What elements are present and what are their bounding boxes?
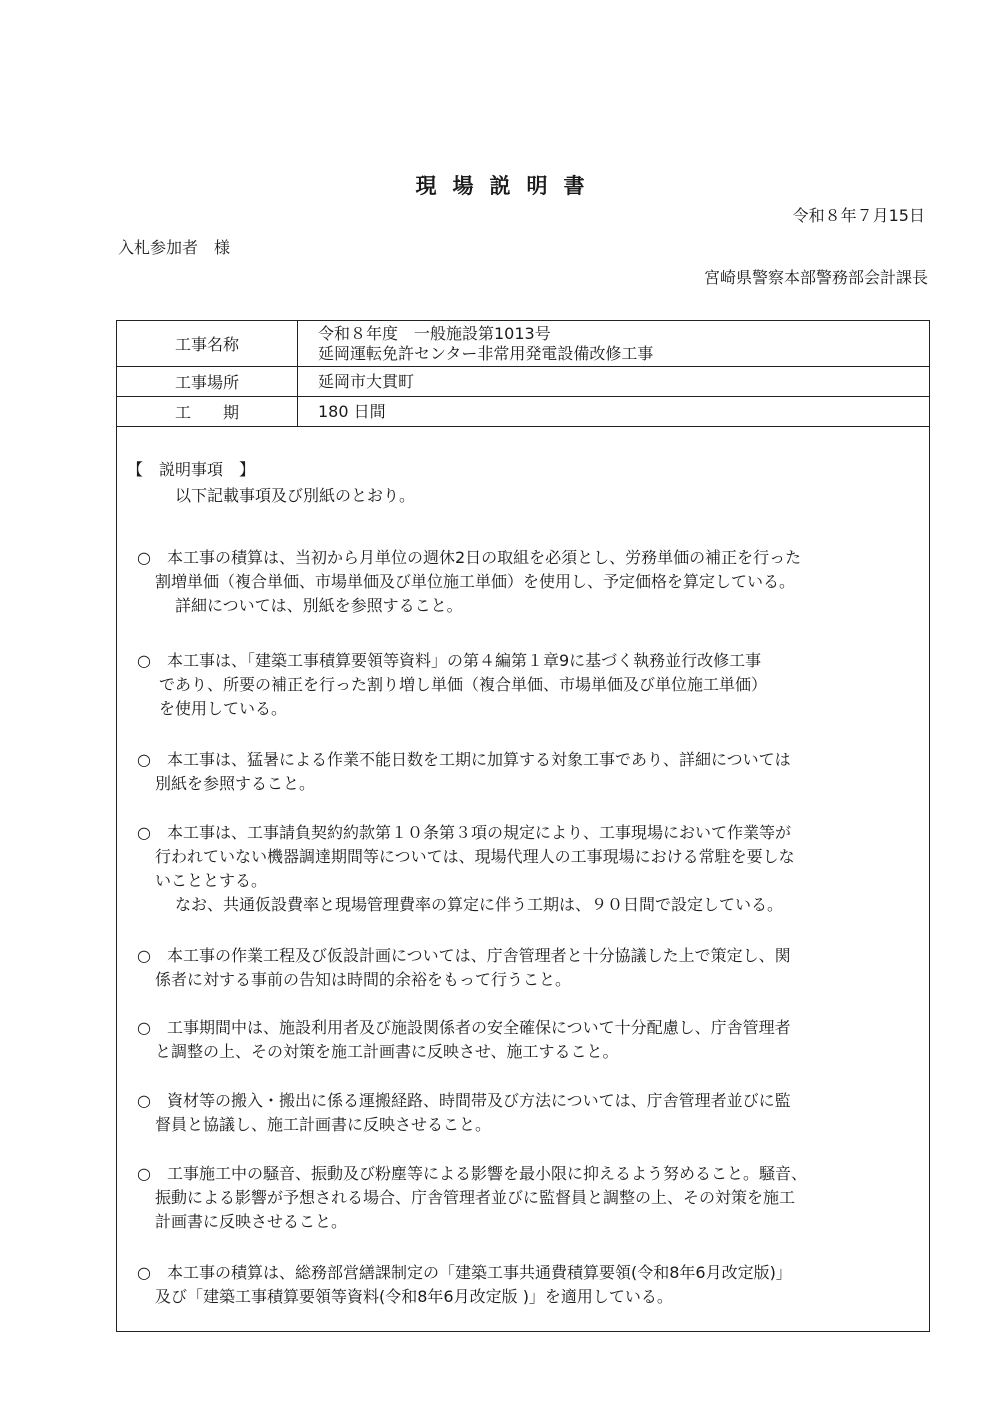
item-line: ○ 本工事は、「建築工事積算要領等資料」の第４編第１章9に基づく執務並行改修工事 — [137, 651, 762, 670]
item-line: 行われていない機器調達期間等については、現場代理人の工事現場における常駐を要しな — [155, 847, 795, 866]
addressee: 入札参加者 様 — [118, 238, 231, 257]
item-line: ○ 本工事の作業工程及び仮設計画については、庁舎管理者と十分協議した上で策定し、関 — [137, 946, 791, 965]
item-line: ○ 本工事は、工事請負契約約款第１０条第３項の規定により、工事現場において作業等が — [137, 823, 791, 842]
project-name-line1: 令和８年度 一般施設第1013号 — [318, 323, 551, 343]
project-name-value — [298, 321, 930, 367]
list-item — [137, 1016, 917, 1064]
section-subheading: 以下記載事項及び別紙のとおり。 — [175, 486, 416, 505]
item-line: ○ 資材等の搬入・搬出に係る運搬経路、時間帯及び方法については、庁舎管理者並びに監 — [137, 1091, 791, 1110]
section-heading: 【 説明事項 】 — [127, 460, 256, 479]
item-line: 係者に対する事前の告知は時間的余裕をもって行うこと。 — [155, 970, 572, 989]
project-name-line2: 延岡運転免許センター非常用発電設備改修工事 — [318, 343, 654, 363]
item-line: 別紙を参照すること。 — [155, 774, 316, 793]
list-item — [137, 944, 917, 992]
project-place-value: 延岡市大貫町 — [298, 367, 930, 397]
item-line: 及び「建築工事積算要領等資料(令和8年6月改定版 )」を適用している。 — [155, 1287, 673, 1306]
issue-date: 令和８年７月15日 — [792, 206, 925, 225]
project-place-label: 工事場所 — [117, 367, 298, 397]
item-line: ○ 本工事の積算は、当初から月単位の週休2日の取組を必須とし、労務単価の補正を行った — [137, 548, 802, 567]
item-line: 振動による影響が予想される場合、庁舎管理者並びに監督員と調整の上、その対策を施工 — [155, 1188, 796, 1207]
item-line: であり、所要の補正を行った割り増し単価（複合単価、市場単価及び単位施工単価） — [159, 675, 768, 694]
list-item — [137, 649, 917, 721]
page-title: 現場説明書 — [415, 174, 601, 198]
project-name-label: 工事名称 — [117, 321, 298, 367]
project-period-value: 180 日間 — [298, 397, 930, 427]
issuer: 宮崎県警察本部警務部会計課長 — [703, 268, 928, 287]
item-line: 詳細については、別紙を参照すること。 — [175, 596, 463, 615]
item-line: なお、共通仮設費率と現場管理費率の算定に伴う工期は、９０日間で設定している。 — [175, 895, 784, 914]
table-row — [117, 367, 929, 397]
item-line: 計画書に反映させること。 — [155, 1212, 348, 1231]
item-line: 割増単価（複合単価、市場単価及び単位施工単価）を使用し、予定価格を算定している。 — [155, 572, 796, 591]
item-line: いこととする。 — [155, 871, 268, 890]
item-line: ○ 工事期間中は、施設利用者及び施設関係者の安全確保について十分配慮し、庁舎管理者 — [137, 1018, 791, 1037]
table-row — [117, 397, 929, 427]
item-line: と調整の上、その対策を施工計画書に反映させ、施工すること。 — [155, 1042, 619, 1061]
project-period-label: 工 期 — [117, 397, 298, 427]
item-line: ○ 工事施工中の騒音、振動及び粉塵等による影響を最小限に抑えるよう努めること。騒音、 — [137, 1164, 807, 1183]
document-frame — [116, 320, 930, 1332]
list-item — [137, 1162, 917, 1234]
item-line: ○ 本工事は、猛暑による作業不能日数を工期に加算する対象工事であり、詳細については — [137, 750, 791, 769]
list-item — [137, 546, 917, 618]
list-item — [137, 748, 917, 796]
list-item — [137, 1089, 917, 1137]
list-item — [137, 1261, 917, 1309]
item-line: を使用している。 — [159, 699, 288, 718]
project-info-table — [117, 321, 929, 427]
table-row — [117, 321, 929, 367]
item-line: 督員と協議し、施工計画書に反映させること。 — [155, 1115, 492, 1134]
item-line: ○ 本工事の積算は、総務部営繕課制定の「建築工事共通費積算要領(令和8年6月改定版)」 — [137, 1263, 792, 1282]
list-item — [137, 821, 917, 917]
